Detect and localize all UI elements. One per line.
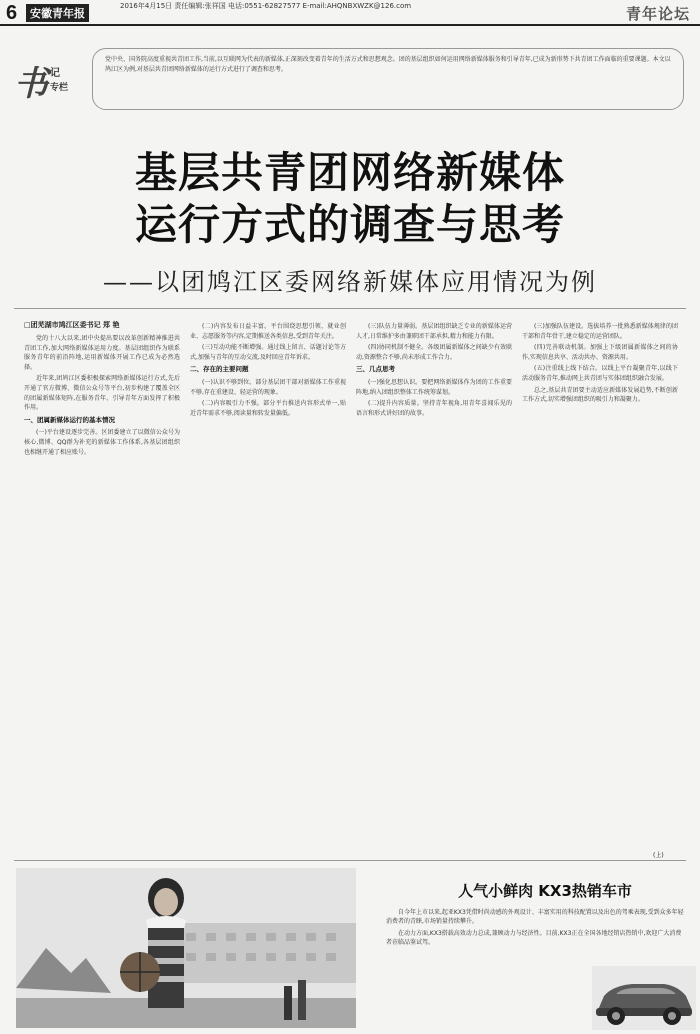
section-subtitle: 二、存在的主要问题	[190, 365, 249, 374]
paragraph: (二)内容吸引力不强。部分平台推送内容形式单一,贴近青年需求不够,阅读量和转发量偏低。	[190, 400, 346, 417]
paragraph: (三)互动功能不断增强。通过线上留言、话题讨论等方式,加强与青年的互动交流,及时回应青年诉求。	[190, 344, 346, 361]
ad-photo	[16, 868, 356, 1028]
section-subtitle: 三、几点思考	[356, 365, 395, 374]
column-intro: 党中央、国务院高度重视共青团工作,当前,以互联网为代表的新媒体,正深刻改变着青年的生活方式和思想观念。团的基层组织如何运用网络新媒体服务和引导青年,已成为新形势下共青团工作面临的重要课题。本文以鸠江区为例,对基层共青团网络新媒体的运行方式进行了调查和思考。	[92, 48, 684, 110]
article-column-4	[522, 322, 678, 842]
headline-line-2: 运行方式的调查与思考	[134, 200, 565, 249]
suv-car-image	[592, 966, 696, 1030]
paragraph: (二)内容发布日益丰富。平台围绕思想引领、就业创业、志愿服务等内容,定期推送各类信息,受到青年关注。	[190, 323, 346, 340]
paragraph: 自今年上市以来,起亚KX3凭借时尚动感的外观设计、丰富实用的科技配置以及出色的驾乘表现,受到众多年轻消费者的青睐,市场销量持续攀升。	[386, 909, 684, 926]
subheadline: ——以团鸠江区委网络新媒体应用情况为例	[103, 268, 597, 296]
masthead	[0, 0, 700, 26]
headline-line-1: 基层共青团网络新媒体	[134, 148, 565, 197]
divider	[14, 308, 686, 309]
paragraph: (三)加强队伍建设。选拔培养一批熟悉新媒体规律的团干部和青年骨干,建立稳定的运营团队。	[522, 323, 678, 340]
divider	[14, 860, 686, 861]
section-title: 青年论坛	[625, 5, 690, 23]
paragraph: 党的十八大以来,团中央提出要以改革创新精神推进共青团工作,加大网络新媒体运用力度。基层团组织作为联系服务青年的前沿阵地,运用新媒体开展工作已成为必然选择。	[24, 335, 180, 371]
article-column-2	[190, 322, 346, 852]
paragraph: (一)平台建设逐步完善。区团委建立了以微信公众号为核心,微博、QQ群为补充的新媒体工作体系,各基层团组织也相继开通了相应账号。	[24, 429, 180, 456]
end-mark: (上)	[653, 852, 664, 859]
article-column-1	[24, 334, 180, 854]
paragraph: (一)认识不够到位。部分基层团干部对新媒体工作重视不够,存在重建设、轻运营的现象。	[190, 378, 346, 396]
paragraph: (四)完善联动机制。加强上下级团属新媒体之间的协作,实现信息共享、活动共办、资源共用。	[522, 344, 678, 361]
column-logo	[14, 56, 84, 104]
paragraph: (二)提升内容质量。坚持青年视角,用青年喜闻乐见的语言和形式讲好团的故事。	[356, 400, 512, 417]
paragraph: (一)强化思想认识。要把网络新媒体作为团的工作重要阵地,纳入团组织整体工作统筹谋划。	[356, 378, 512, 396]
page-number: 6	[6, 2, 18, 24]
paragraph: 在动力方面,KX3搭载高效动力总成,兼顾动力与经济性。目前,KX3正在全国各地经销店热销中,欢迎广大消费者莅临品鉴试驾。	[386, 929, 682, 947]
article-column-3	[356, 322, 512, 852]
date-line: 2016年4月15日 责任编辑:张祥国 电话:0551-62827577 E-mail:AHQNBXWZK@126.com	[120, 2, 412, 10]
section-subtitle: 一、团属新媒体运行的基本情况	[24, 415, 115, 424]
paragraph: (五)注重线上线下结合。以线上平台凝聚青年,以线下活动服务青年,推动网上共青团与实体团组织融合发展。	[522, 365, 678, 382]
paragraph: (四)协同机制不健全。各级团属新媒体之间缺少有效联动,资源整合不够,尚未形成工作合力。	[356, 344, 512, 361]
paragraph: 近年来,团鸠江区委积极探索网络新媒体运行方式,先后开通了官方微博、微信公众号等平台,初步构建了覆盖全区的团属新媒体矩阵,在服务青年、引导青年方面发挥了积极作用。	[24, 375, 180, 412]
column-logo-char: 书	[14, 64, 48, 104]
column-logo-sub1: 记	[50, 68, 60, 79]
paper-name: 安徽青年报	[26, 4, 89, 22]
column-logo-sub2: 专栏	[50, 83, 69, 93]
byline: □团芜湖市鸠江区委书记 郑 艳	[24, 321, 120, 329]
paragraph: (三)队伍力量薄弱。基层团组织缺乏专业的新媒体运营人才,日常维护多由兼职团干部承担,精力和能力有限。	[356, 323, 512, 340]
paragraph: 总之,基层共青团要主动适应新媒体发展趋势,不断创新工作方式,切实增强团组织的吸引力和凝聚力。	[522, 386, 678, 404]
girl-with-basketball-image	[16, 868, 356, 1028]
ad-headline: 人气小鲜肉 KX3热销车市	[458, 882, 632, 900]
